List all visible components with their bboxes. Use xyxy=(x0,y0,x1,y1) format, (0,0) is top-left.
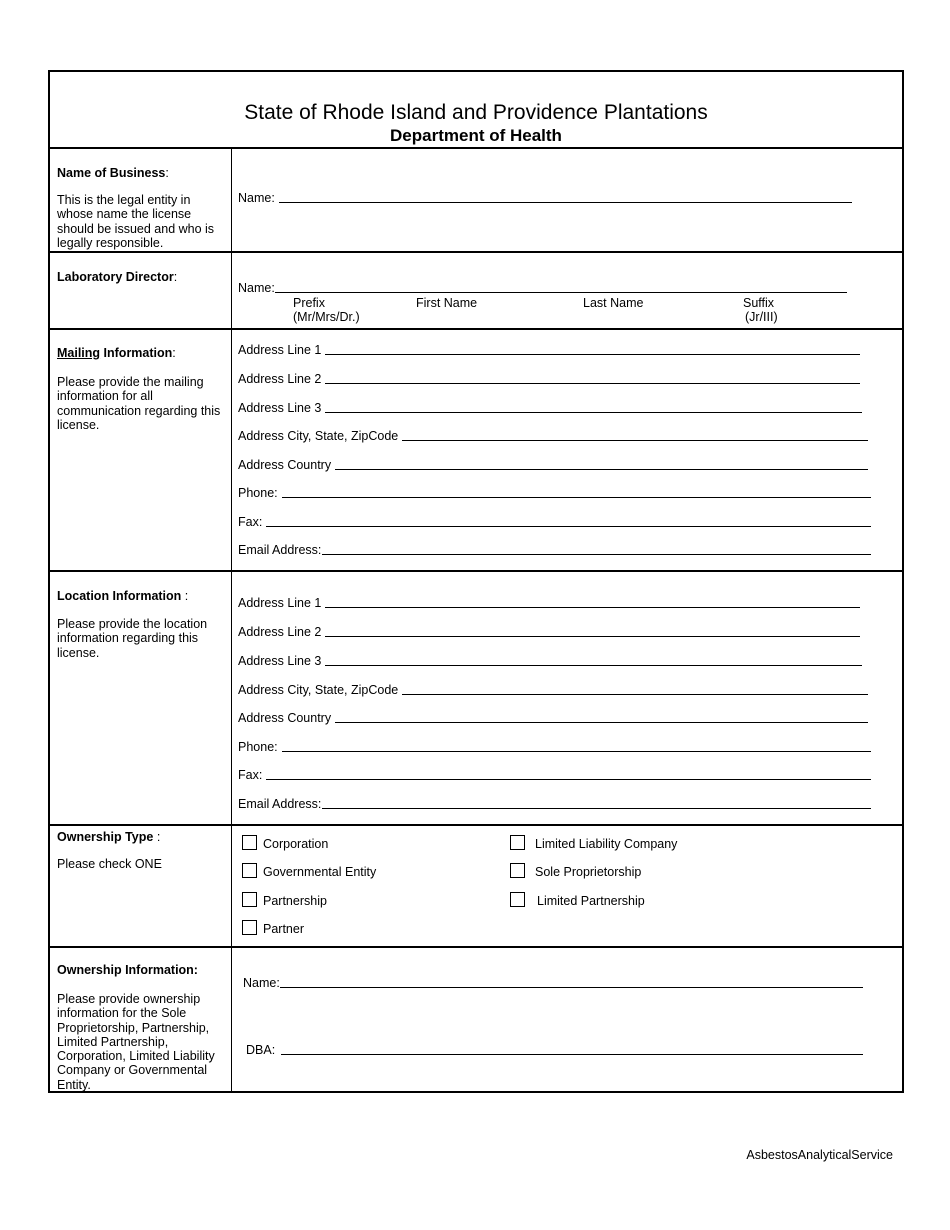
partner-checkbox[interactable]: Partner xyxy=(242,920,304,936)
director-last-name-label: Last Name xyxy=(583,296,644,310)
mailing-fax-field[interactable]: Fax: xyxy=(238,513,871,529)
checkbox-box[interactable] xyxy=(510,835,525,850)
form-id-footer: AsbestosAnalyticalService xyxy=(746,1148,893,1162)
location-phone-field[interactable]: Phone: xyxy=(238,738,871,754)
location-description: Please provide the location information regarding this license. xyxy=(57,617,208,660)
mailing-phone-field[interactable]: Phone: xyxy=(238,484,871,500)
location-address-line-1-field[interactable]: Address Line 1 xyxy=(238,594,860,610)
limited-liability-company-checkbox[interactable]: Limited Liability Company xyxy=(510,835,677,851)
checkbox-box[interactable] xyxy=(242,920,257,935)
mailing-address-line-3-field[interactable]: Address Line 3 xyxy=(238,399,862,415)
director-first-name-label: First Name xyxy=(416,296,478,310)
sole-proprietorship-checkbox[interactable]: Sole Proprietorship xyxy=(510,863,641,879)
business-name-field[interactable]: Name: xyxy=(238,189,852,205)
location-city-state-zip-field[interactable]: Address City, State, ZipCode xyxy=(238,681,868,697)
mailing-country-field[interactable]: Address Country xyxy=(238,456,868,472)
location-section xyxy=(50,572,902,826)
ownership-type-label: Ownership Type : xyxy=(57,830,161,844)
corporation-checkbox[interactable]: Corporation xyxy=(242,835,328,851)
partnership-checkbox[interactable]: Partnership xyxy=(242,892,327,908)
mailing-address-line-2-field[interactable]: Address Line 2 xyxy=(238,370,860,386)
location-fax-field[interactable]: Fax: xyxy=(238,766,871,782)
ownership-info-label: Ownership Information: xyxy=(57,963,198,977)
location-label: Location Information : xyxy=(57,589,189,603)
limited-partnership-checkbox[interactable]: Limited Partnership xyxy=(510,892,645,908)
checkbox-box[interactable] xyxy=(510,892,525,907)
ownership-info-description: Please provide ownership information for the Sole Proprietorship, Partnership, Limited Partnership, Corporation, Limited Liability Company or Governmental Entity. xyxy=(57,992,215,1092)
director-suffix-hint: (Jr/III) xyxy=(745,310,778,324)
mailing-section xyxy=(50,330,902,572)
director-section xyxy=(50,253,902,330)
mailing-address-line-1-field[interactable]: Address Line 1 xyxy=(238,341,860,357)
checkbox-box[interactable] xyxy=(242,892,257,907)
mailing-description: Please provide the mailing information for all communication regarding this license. xyxy=(57,375,221,432)
mailing-email-field[interactable]: Email Address: xyxy=(238,541,871,557)
mailing-label: Mailing Information: xyxy=(57,346,176,360)
license-form xyxy=(48,70,904,1093)
form-header xyxy=(50,72,902,149)
owner-name-field[interactable]: Name: xyxy=(243,974,863,990)
owner-dba-field[interactable]: DBA: xyxy=(246,1041,863,1057)
director-prefix-hint: (Mr/Mrs/Dr.) xyxy=(293,310,360,324)
location-address-line-2-field[interactable]: Address Line 2 xyxy=(238,623,860,639)
director-suffix-label: Suffix xyxy=(743,296,775,310)
director-label: Laboratory Director: xyxy=(57,270,178,284)
business-section xyxy=(50,149,902,253)
checkbox-box[interactable] xyxy=(242,835,257,850)
form-subtitle: Department of Health xyxy=(390,126,562,145)
governmental-entity-checkbox[interactable]: Governmental Entity xyxy=(242,863,376,879)
checkbox-box[interactable] xyxy=(510,863,525,878)
business-description: This is the legal entity in whose name the license should be issued and who is legally responsible. xyxy=(57,193,215,250)
ownership-info-section xyxy=(50,948,902,1091)
business-label: Name of Business: xyxy=(57,166,169,180)
director-name-field[interactable]: Name: xyxy=(238,279,847,295)
form-title: State of Rhode Island and Providence Plantations xyxy=(244,101,708,124)
mailing-city-state-zip-field[interactable]: Address City, State, ZipCode xyxy=(238,427,868,443)
director-prefix-label: Prefix xyxy=(293,296,325,310)
location-country-field[interactable]: Address Country xyxy=(238,709,868,725)
ownership-type-section xyxy=(50,826,902,948)
location-email-field[interactable]: Email Address: xyxy=(238,795,871,811)
ownership-type-description: Please check ONE xyxy=(57,857,162,871)
checkbox-box[interactable] xyxy=(242,863,257,878)
location-address-line-3-field[interactable]: Address Line 3 xyxy=(238,652,862,668)
